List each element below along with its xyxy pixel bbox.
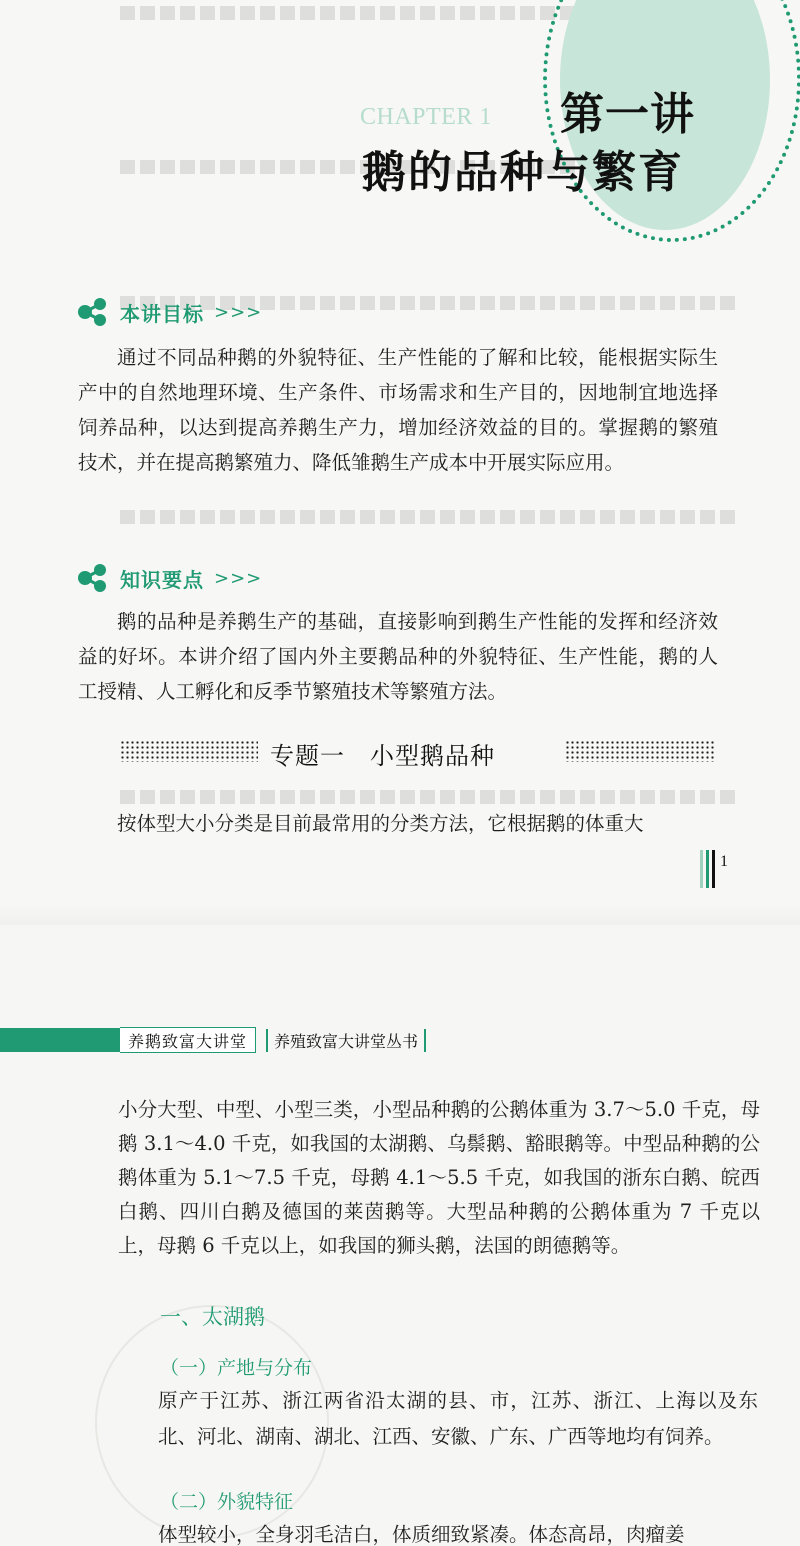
key-points-label: 知识要点 <box>120 567 204 592</box>
objectives-label: 本讲目标 <box>120 301 204 326</box>
folio-bar <box>706 850 709 888</box>
continued-text: 小分大型、中型、小型三类，小型品种鹅的公鹅体重为 3.7～5.0 千克，母鹅 3.1～4.0 千克，如我国的太湖鹅、乌鬃鹅、豁眼鹅等。中型品种鹅的公鹅体重为 5.1～7.5 千克，母鹅 4.1～5.5 千克，如我国的浙东白鹅、皖西白鹅、四川白鹅及德国的莱茵鹅等。大型品种鹅的公鹅体重为 7 千克以上，母鹅 6 千克以上，如我国的狮头鹅，法国的朗德鹅等。 <box>118 1098 760 1257</box>
leaf-cluster-icon <box>76 297 110 327</box>
chapter-title: 鹅的品种与繁育 <box>362 147 684 198</box>
subheading-appearance: （二）外貌特征 <box>160 1491 294 1513</box>
running-head-title: 养鹅致富大讲堂 <box>120 1027 256 1053</box>
chapter-label-en: CHAPTER 1 <box>360 104 492 130</box>
bleed-through-text <box>120 790 740 804</box>
topic-dot-bar-left <box>120 740 258 762</box>
page-number: 1 <box>720 853 728 870</box>
key-points-heading <box>76 562 262 594</box>
folio-bar <box>712 850 715 888</box>
key-points-text: 鹅的品种是养鹅生产的基础，直接影响到鹅生产性能的发挥和经济效益的好坏。本讲介绍了国内外主要鹅品种的外貌特征、生产性能，鹅的人工授精、人工孵化和反季节繁殖技术等繁殖方法。 <box>78 610 718 703</box>
leaf-cluster-icon <box>76 563 110 593</box>
folio-bar <box>700 850 703 888</box>
intro-text: 按体型大小分类是目前最常用的分类方法，它根据鹅的体重大 <box>117 812 644 835</box>
header-accent-bar <box>0 1028 120 1052</box>
objectives-text: 通过不同品种鹅的外貌特征、生产性能的了解和比较，能根据实际生产中的自然地理环境、生产条件、市场需求和生产目的，因地制宜地选择饲养品种，以达到提高养鹅生产力，增加经济效益的目的。掌握鹅的繁殖技术，并在提高鹅繁殖力、降低雏鹅生产成本中开展实际应用。 <box>78 346 718 474</box>
chapter-number: 第一讲 <box>560 89 695 140</box>
topic-dot-bar-right <box>565 740 715 762</box>
running-header <box>0 1025 800 1055</box>
origin-text: 原产于江苏、浙江两省沿太湖的县、市，江苏、浙江、上海以及东北、河北、湖南、湖北、江西、安徽、广东、广西等地均有饲养。 <box>158 1389 758 1448</box>
chevrons-icon: >>> <box>214 301 263 323</box>
subheading-origin: （一）产地与分布 <box>160 1357 313 1379</box>
page-2 <box>0 925 800 1546</box>
topic-title: 专题一 小型鹅品种 <box>270 742 495 770</box>
breed-heading: 一、太湖鹅 <box>160 1305 265 1329</box>
chevrons-icon: >>> <box>214 567 263 589</box>
appearance-text: 体型较小，全身羽毛洁白，体质细致紧凑。体态高昂，肉瘤姜 <box>158 1523 685 1546</box>
series-name: 养殖致富大讲堂丛书 <box>266 1029 426 1052</box>
bleed-through-text <box>120 510 740 524</box>
objectives-heading <box>76 296 262 328</box>
